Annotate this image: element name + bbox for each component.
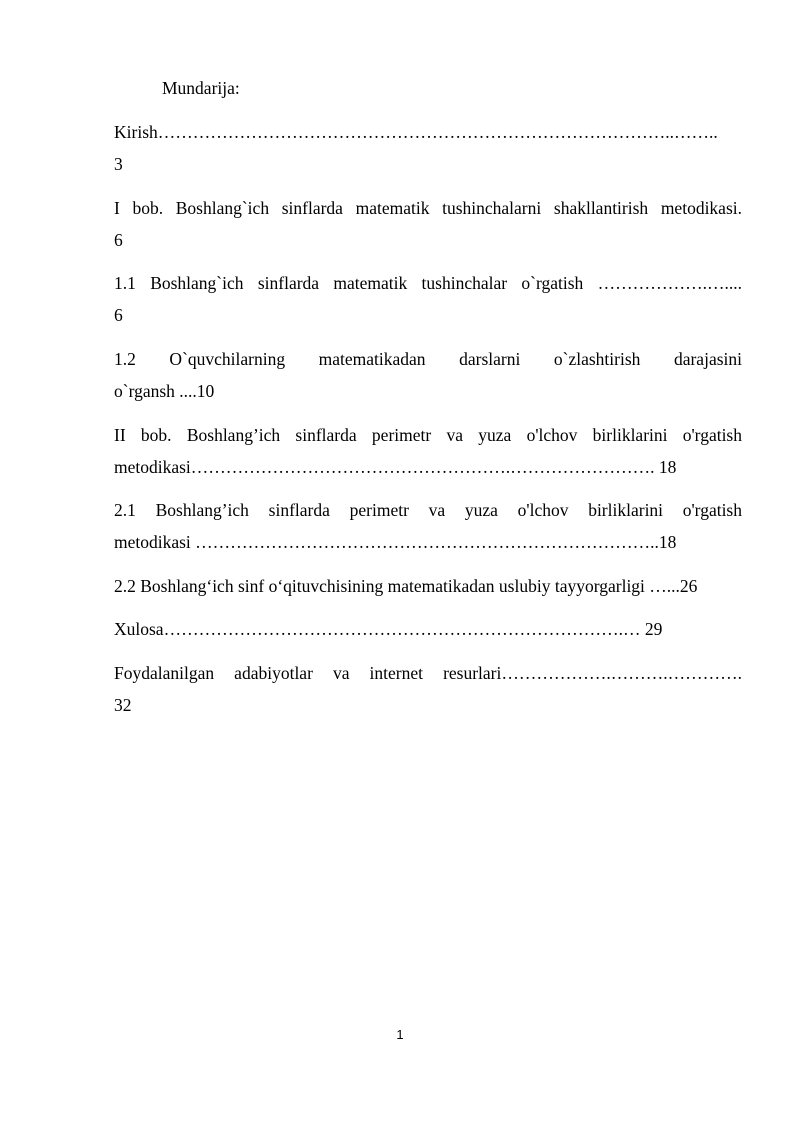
toc-entry-title: Kirish……………………………………………………………………………..…….. (114, 122, 718, 142)
toc-entry-title-continued: metodikasi ……………………………………………………………………..18 (114, 532, 677, 552)
toc-entry-chapter-2 (114, 419, 742, 483)
toc-entry-title-continued: o`rgansh ....10 (114, 381, 215, 401)
toc-entry-page: 3 (114, 154, 123, 174)
toc-entry-title-continued: metodikasi……………………………………………….……………………. 18 (114, 457, 677, 477)
toc-entry-title: 2.1 Boshlang’ich sinflarda perimetr va yuza o'lchov birliklarini o'rgatish (114, 500, 742, 520)
toc-entry-section-1-2 (114, 343, 742, 407)
toc-entry-title: 1.1 Boshlang`ich sinflarda matematik tushinchalar o`rgatish ……………….….... (114, 273, 742, 293)
toc-entry-page: 32 (114, 695, 132, 715)
toc-entry-section-2-1 (114, 494, 742, 558)
toc-entry-section-2-2 (114, 570, 742, 602)
toc-entry-title: Xulosa…………………………………………………………………….… 29 (114, 619, 663, 639)
toc-entry-title: II bob. Boshlang’ich sinflarda perimetr va yuza o'lchov birliklarini o'rgatish (114, 425, 742, 445)
toc-entry-xulosa (114, 613, 742, 645)
toc-entry-title: 1.2 O`quvchilarning matematikadan darslarni o`zlashtirish darajasini (114, 349, 742, 369)
toc-entry-kirish (114, 116, 742, 180)
toc-heading: Mundarija: (162, 78, 240, 98)
toc-entry-page: 6 (114, 305, 123, 325)
toc-entry-title: Foydalanilgan adabiyotlar va internet resurlari……………….……….…………. (114, 663, 742, 683)
toc-entry-page: 6 (114, 230, 123, 250)
toc-entry-chapter-1 (114, 192, 742, 256)
toc-entry-title: 2.2 Boshlang‘ich sinf o‘qituvchisining matematikadan uslubiy tayyorgarligi …...26 (114, 576, 698, 596)
page-number: 1 (396, 1027, 404, 1042)
toc-entry-section-1-1 (114, 267, 742, 331)
toc-entry-title: I bob. Boshlang`ich sinflarda matematik tushinchalarni shakllantirish metodikasi. (114, 198, 742, 218)
toc-entry-references (114, 657, 742, 721)
